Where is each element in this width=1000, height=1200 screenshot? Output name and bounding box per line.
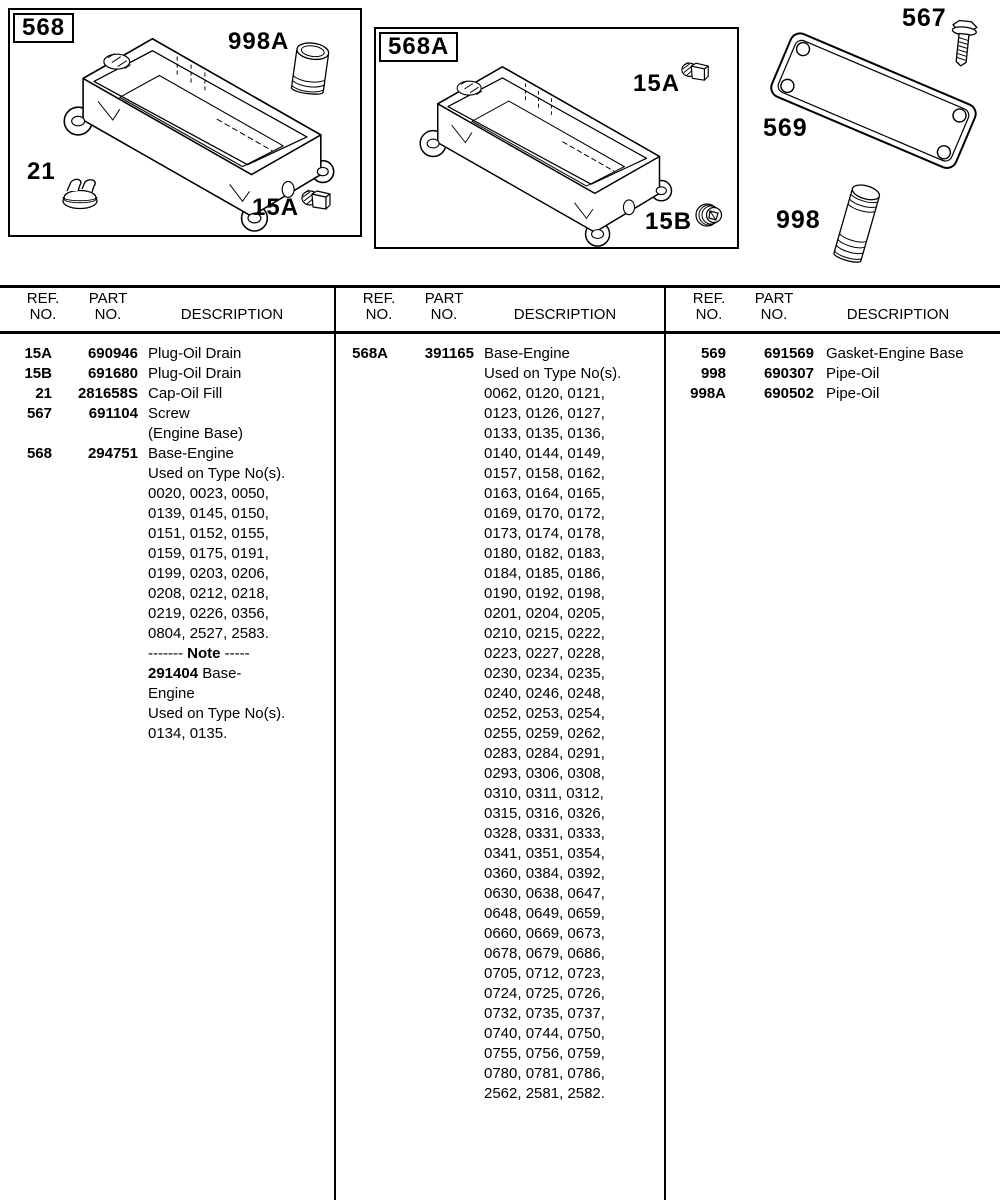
description-cell: ------- Note ----- [148, 645, 250, 662]
ref-no-cell [0, 704, 52, 724]
ref-no-cell [336, 364, 388, 384]
description-cell: 0199, 0203, 0206, [148, 565, 269, 582]
part-no-cell: 690502 [763, 385, 814, 402]
ref-no-cell [336, 1064, 388, 1084]
part-no-cell [52, 424, 138, 444]
ref-no-cell [336, 864, 388, 884]
description-cell: Pipe-Oil [826, 385, 880, 402]
figure-box-568 [8, 8, 362, 237]
ref-no-cell [336, 444, 388, 464]
ref-no-cell [336, 404, 388, 424]
callout-15A: 15A [252, 194, 300, 221]
table-row [336, 444, 664, 464]
table-row [0, 544, 334, 564]
table-row [336, 364, 664, 384]
description-cell: Gasket-Engine Base [826, 345, 964, 362]
part-no-cell [388, 404, 474, 424]
part-no-cell [388, 1024, 474, 1044]
part-no-cell [52, 544, 138, 564]
ref-no-cell [336, 1004, 388, 1024]
part-no-cell [52, 564, 138, 584]
table-row [336, 724, 664, 744]
table-row [0, 724, 334, 744]
table-row [336, 404, 664, 424]
part-no-cell [52, 644, 138, 664]
part-no-cell [388, 1084, 474, 1104]
part-no-cell [52, 484, 138, 504]
plug-oil-drain-icon [694, 200, 728, 230]
part-no-cell [388, 444, 474, 464]
description-cell: 0123, 0126, 0127, [484, 405, 605, 422]
ref-no-cell [0, 584, 52, 604]
part-no-cell [388, 664, 474, 684]
part-no-cell [388, 804, 474, 824]
description-cell: (Engine Base) [148, 425, 244, 442]
part-no-cell: 294751 [87, 445, 138, 462]
ref-no-cell [336, 784, 388, 804]
figure-label-568: 568 [13, 13, 74, 43]
part-no-cell: 391165 [424, 345, 474, 362]
ref-no-cell [0, 684, 52, 704]
description-cell: 0151, 0152, 0155, [148, 525, 269, 542]
ref-no-cell [336, 724, 388, 744]
ref-no-cell: 15B [24, 365, 52, 382]
description-cell: 0190, 0192, 0198, [484, 585, 605, 602]
table-row [336, 704, 664, 724]
table-header-col3 [666, 291, 1000, 323]
cap-oil-fill-icon [56, 168, 104, 212]
part-no-cell [388, 384, 474, 404]
part-no-cell [52, 704, 138, 724]
table-row [336, 504, 664, 524]
description-cell: 0163, 0164, 0165, [484, 485, 605, 502]
description-cell: 0020, 0023, 0050, [148, 485, 269, 502]
description-cell: 0310, 0311, 0312, [484, 785, 604, 802]
table-row [0, 444, 334, 464]
description-cell: 0180, 0182, 0183, [484, 545, 605, 562]
part-no-cell [388, 484, 474, 504]
part-no-cell [388, 764, 474, 784]
table-row [336, 344, 664, 364]
header-part: PART [424, 290, 464, 307]
ref-no-cell [336, 924, 388, 944]
table-row [336, 584, 664, 604]
part-no-cell [388, 884, 474, 904]
part-no-cell: 691104 [88, 405, 138, 422]
callout-998A: 998A [228, 28, 290, 55]
header-part-no: NO. [94, 306, 122, 323]
description-cell: 0133, 0135, 0136, [484, 425, 605, 442]
table-row [336, 964, 664, 984]
table-row [336, 1064, 664, 1084]
table-row [0, 504, 334, 524]
parts-column-2 [336, 344, 664, 1200]
table-row [336, 384, 664, 404]
part-no-cell [388, 1064, 474, 1084]
ref-no-cell: 568A [352, 345, 388, 362]
part-no-cell [388, 524, 474, 544]
description-cell: Plug-Oil Drain [148, 365, 242, 382]
table-row [666, 384, 1000, 404]
ref-no-cell [336, 584, 388, 604]
part-no-cell [388, 584, 474, 604]
ref-no-cell [336, 684, 388, 704]
part-no-cell [388, 624, 474, 644]
table-row [336, 424, 664, 444]
description-cell: 2562, 2581, 2582. [484, 1085, 605, 1102]
ref-no-cell: 998 [700, 365, 726, 382]
table-row [0, 464, 334, 484]
part-no-cell [388, 604, 474, 624]
gasket-engine-base-drawing [750, 26, 998, 178]
header-ref: REF. [362, 290, 396, 307]
ref-no-cell [336, 604, 388, 624]
figure-box-568A [374, 27, 739, 249]
table-row [0, 604, 334, 624]
ref-no-cell [336, 544, 388, 564]
part-no-cell [388, 984, 474, 1004]
description-cell: Base-Engine [148, 445, 234, 462]
plug-oil-drain-icon [680, 60, 712, 89]
ref-no-cell [336, 424, 388, 444]
description-cell: 0139, 0145, 0150, [148, 505, 269, 522]
table-row [336, 484, 664, 504]
ref-no-cell [0, 564, 52, 584]
description-cell: 0210, 0215, 0222, [484, 625, 605, 642]
table-row [336, 824, 664, 844]
ref-no-cell: 567 [26, 405, 52, 422]
table-row [0, 644, 334, 664]
part-no-cell [388, 424, 474, 444]
description-cell: 0283, 0284, 0291, [484, 745, 605, 762]
part-no-cell [388, 724, 474, 744]
callout-569: 569 [763, 114, 808, 142]
description-cell: 291404 Base- [148, 665, 242, 682]
figure-label-568A: 568A [379, 32, 458, 62]
ref-no-cell [0, 544, 52, 564]
table-row [336, 1004, 664, 1024]
ref-no-cell [336, 484, 388, 504]
callout-15A: 15A [633, 70, 681, 97]
ref-no-cell [336, 464, 388, 484]
ref-no-cell [336, 904, 388, 924]
part-no-cell [388, 784, 474, 804]
description-cell: Base-Engine [484, 345, 570, 362]
ref-no-cell [336, 504, 388, 524]
table-top-rule [0, 285, 1000, 288]
ref-no-cell: 998A [690, 385, 726, 402]
ref-no-cell: 21 [35, 385, 52, 402]
description-cell: 0140, 0144, 0149, [484, 445, 605, 462]
part-no-cell [52, 684, 138, 704]
description-cell: 0184, 0185, 0186, [484, 565, 605, 582]
table-row [336, 804, 664, 824]
description-cell: Cap-Oil Fill [148, 385, 223, 402]
description-cell: 0169, 0170, 0172, [484, 505, 605, 522]
table-row [0, 484, 334, 504]
table-header-rule [0, 331, 1000, 334]
description-cell: 0201, 0204, 0205, [484, 605, 605, 622]
part-no-cell [52, 664, 138, 684]
table-row [0, 704, 334, 724]
description-cell: 0240, 0246, 0248, [484, 685, 605, 702]
description-cell: 0660, 0669, 0673, [484, 925, 605, 942]
ref-no-cell [336, 824, 388, 844]
description-cell: Screw [148, 405, 190, 422]
ref-no-cell [336, 664, 388, 684]
header-description: DESCRIPTION [513, 306, 617, 323]
table-row [0, 664, 334, 684]
table-row [336, 784, 664, 804]
ref-no-cell [336, 564, 388, 584]
part-no-cell [388, 1004, 474, 1024]
description-cell: 0780, 0781, 0786, [484, 1065, 605, 1082]
ref-no-cell [0, 504, 52, 524]
ref-no-cell [0, 644, 52, 664]
part-no-cell [388, 924, 474, 944]
part-no-cell [388, 964, 474, 984]
ref-no-cell [336, 844, 388, 864]
ref-no-cell [336, 984, 388, 1004]
description-cell: 0740, 0744, 0750, [484, 1025, 605, 1042]
part-no-cell [52, 464, 138, 484]
part-no-cell: 691680 [87, 365, 138, 382]
callout-567: 567 [902, 4, 947, 32]
ref-no-cell [336, 764, 388, 784]
ref-no-cell [336, 944, 388, 964]
description-cell: 0219, 0226, 0356, [148, 605, 269, 622]
table-row [0, 524, 334, 544]
table-row [336, 944, 664, 964]
description-cell: 0724, 0725, 0726, [484, 985, 605, 1002]
part-no-cell [388, 644, 474, 664]
description-cell: 0315, 0316, 0326, [484, 805, 605, 822]
table-row [336, 1084, 664, 1104]
table-row [0, 344, 334, 364]
description-cell: 0134, 0135. [148, 725, 228, 742]
description-cell: 0157, 0158, 0162, [484, 465, 605, 482]
table-row [336, 1044, 664, 1064]
table-row [336, 904, 664, 924]
part-no-cell [388, 544, 474, 564]
ref-no-cell [0, 724, 52, 744]
part-no-cell [388, 744, 474, 764]
ref-no-cell: 15A [24, 345, 52, 362]
ref-no-cell [336, 644, 388, 664]
header-ref-no: NO. [695, 306, 723, 323]
ref-no-cell [336, 964, 388, 984]
header-ref-no: NO. [365, 306, 393, 323]
parts-column-1 [0, 344, 334, 1200]
ref-no-cell [336, 704, 388, 724]
table-row [336, 624, 664, 644]
description-cell: 0208, 0212, 0218, [148, 585, 269, 602]
header-description: DESCRIPTION [846, 306, 950, 323]
part-no-cell: 691569 [763, 345, 814, 362]
description-cell: 0678, 0679, 0686, [484, 945, 605, 962]
table-row [336, 764, 664, 784]
ref-no-cell [336, 624, 388, 644]
table-row [0, 364, 334, 384]
ref-no-cell [336, 524, 388, 544]
part-no-cell [388, 824, 474, 844]
part-no-cell [388, 684, 474, 704]
part-no-cell: 690946 [87, 345, 138, 362]
ref-no-cell [336, 744, 388, 764]
table-row [0, 684, 334, 704]
ref-no-cell [0, 664, 52, 684]
header-part: PART [88, 290, 128, 307]
header-part: PART [754, 290, 794, 307]
ref-no-cell [336, 804, 388, 824]
table-row [0, 584, 334, 604]
description-cell: 0648, 0649, 0659, [484, 905, 605, 922]
description-cell: 0293, 0306, 0308, [484, 765, 605, 782]
description-cell: 0223, 0227, 0228, [484, 645, 605, 662]
description-cell: 0230, 0234, 0235, [484, 665, 605, 682]
callout-21: 21 [27, 158, 56, 185]
table-header-col1 [0, 291, 334, 323]
table-row [336, 984, 664, 1004]
description-cell: 0732, 0735, 0737, [484, 1005, 605, 1022]
description-cell: 0341, 0351, 0354, [484, 845, 605, 862]
part-no-cell [388, 564, 474, 584]
description-cell: 0173, 0174, 0178, [484, 525, 605, 542]
part-no-cell [388, 504, 474, 524]
table-row [336, 744, 664, 764]
ref-no-cell [336, 384, 388, 404]
table-row [336, 544, 664, 564]
pipe-oil-drawing [822, 180, 890, 275]
table-row [0, 424, 334, 444]
part-no-cell [388, 1044, 474, 1064]
table-row [0, 384, 334, 404]
part-no-cell [388, 864, 474, 884]
ref-no-cell: 569 [700, 345, 726, 362]
table-row [0, 564, 334, 584]
table-row [336, 684, 664, 704]
header-part-no: NO. [760, 306, 788, 323]
ref-no-cell [336, 1044, 388, 1064]
table-row [336, 644, 664, 664]
ref-no-cell [0, 464, 52, 484]
description-cell: 0804, 2527, 2583. [148, 625, 269, 642]
part-no-cell [52, 504, 138, 524]
table-row [336, 924, 664, 944]
ref-no-cell [336, 1084, 388, 1104]
header-ref: REF. [26, 290, 60, 307]
header-ref-no: NO. [29, 306, 57, 323]
part-no-cell [52, 584, 138, 604]
table-row [336, 844, 664, 864]
table-row [336, 664, 664, 684]
description-cell: Used on Type No(s). [148, 465, 286, 482]
description-cell: 0255, 0259, 0262, [484, 725, 605, 742]
part-no-cell: 690307 [763, 365, 814, 382]
description-cell: Engine [148, 685, 195, 702]
part-no-cell [52, 724, 138, 744]
description-cell: 0705, 0712, 0723, [484, 965, 605, 982]
description-cell: 0755, 0756, 0759, [484, 1045, 605, 1062]
table-row [0, 624, 334, 644]
table-row [666, 364, 1000, 384]
ref-no-cell [336, 884, 388, 904]
ref-no-cell [0, 524, 52, 544]
table-row [336, 464, 664, 484]
description-cell: Used on Type No(s). [484, 365, 622, 382]
part-no-cell [52, 524, 138, 544]
description-cell: 0328, 0331, 0333, [484, 825, 605, 842]
ref-no-cell [336, 1024, 388, 1044]
plug-oil-drain-icon [300, 188, 334, 218]
description-cell: Pipe-Oil [826, 365, 880, 382]
header-part-no: NO. [430, 306, 458, 323]
table-header-col2 [336, 291, 664, 323]
part-no-cell [388, 904, 474, 924]
pipe-oil-icon [286, 40, 334, 102]
part-no-cell [388, 464, 474, 484]
table-row [336, 564, 664, 584]
description-cell: Plug-Oil Drain [148, 345, 242, 362]
table-row [0, 404, 334, 424]
header-ref: REF. [692, 290, 726, 307]
description-cell: 0062, 0120, 0121, [484, 385, 605, 402]
ref-no-cell [0, 484, 52, 504]
part-no-cell [388, 944, 474, 964]
description-cell: 0159, 0175, 0191, [148, 545, 269, 562]
part-no-cell [52, 624, 138, 644]
description-cell: 0252, 0253, 0254, [484, 705, 605, 722]
part-no-cell: 281658S [77, 385, 138, 402]
table-row [336, 1024, 664, 1044]
part-no-cell [388, 704, 474, 724]
callout-15B: 15B [645, 208, 693, 235]
description-cell: 0360, 0384, 0392, [484, 865, 605, 882]
table-row [336, 524, 664, 544]
part-no-cell [52, 604, 138, 624]
parts-column-3 [666, 344, 1000, 1200]
ref-no-cell [0, 624, 52, 644]
ref-no-cell [0, 424, 52, 444]
ref-no-cell: 568 [26, 445, 52, 462]
ref-no-cell [0, 604, 52, 624]
part-no-cell [388, 844, 474, 864]
table-row [336, 884, 664, 904]
table-row [336, 604, 664, 624]
part-no-cell [388, 364, 474, 384]
description-cell: Used on Type No(s). [148, 705, 286, 722]
header-description: DESCRIPTION [180, 306, 284, 323]
description-cell: 0630, 0638, 0647, [484, 885, 605, 902]
table-row [666, 344, 1000, 364]
table-row [336, 864, 664, 884]
callout-998: 998 [776, 206, 821, 234]
